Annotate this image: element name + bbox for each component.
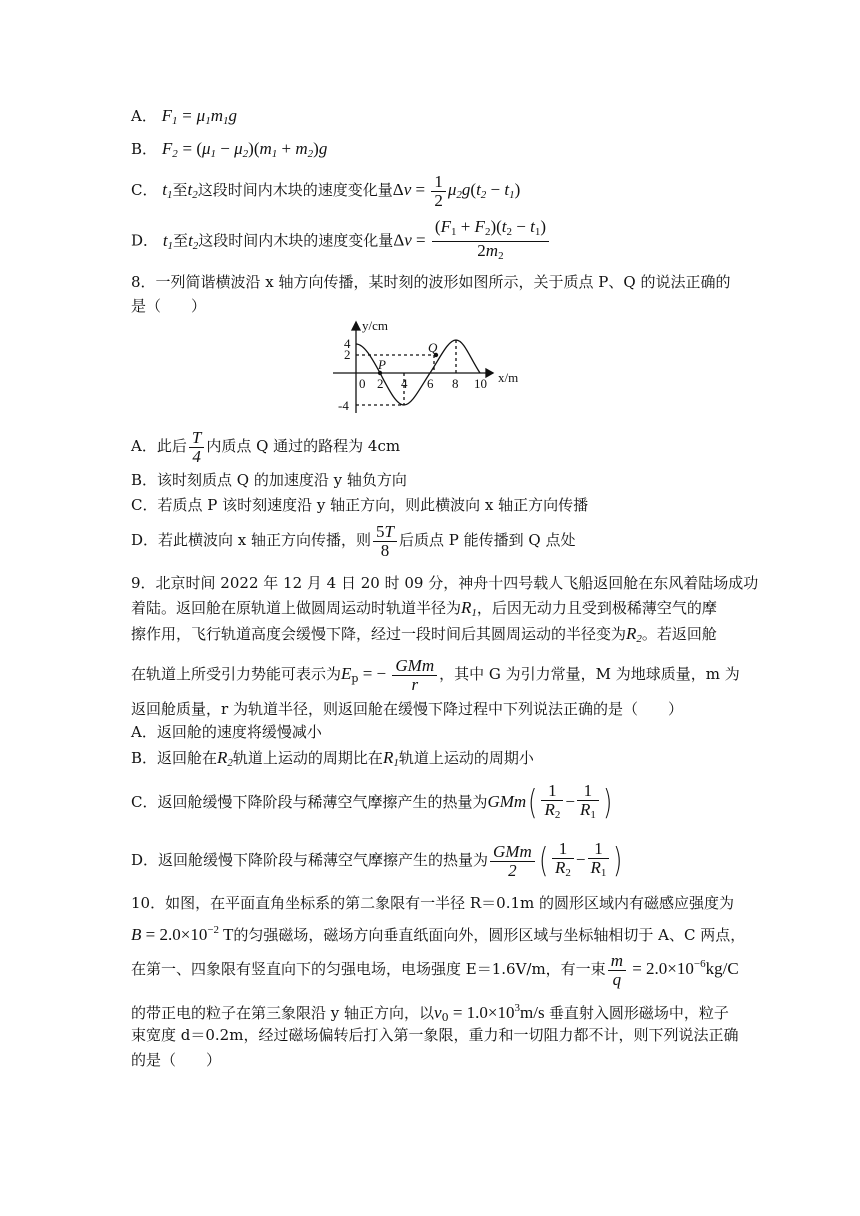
x-axis-label: x/m bbox=[498, 370, 519, 385]
q9-stem-line3: 擦作用，飞行轨道高度会缓慢下降，经过一段时间后其圆周运动的半径变为$R_2$。若返回舱 bbox=[131, 624, 717, 645]
q7-option-c: C． $t_1$至$t_2$这段时间内木块的速度变化量Δv = $\frac{1}{2}$ $\mu_2g(t_2 - t_1)$ bbox=[131, 171, 521, 210]
y-axis-arrow bbox=[352, 322, 360, 330]
q8-stem: 8．一列简谐横波沿 x 轴方向传播，某时刻的波形如图所示，关于质点 P、Q 的说法正确的 bbox=[131, 273, 731, 291]
q8-option-b: B．该时刻质点 Q 的加速度沿 y 轴负方向 bbox=[131, 471, 407, 489]
q10-stem-line5: 束宽度 d＝0.2m，经过磁场偏转后打入第一象限，重力和一切阻力都不计，则下列说法正确 bbox=[131, 1026, 739, 1044]
q9-stem-line4: 在轨道上所受引力势能可表示为$E_p$ = − $\frac{\text{GMm}}{r}$ ，其中 G 为引力常量，M 为地球质量，m 为 bbox=[131, 655, 740, 694]
q7-option-b: B． $F_2 = (\mu_1 - \mu_2)(m_1 + m_2)g$ bbox=[131, 139, 328, 160]
y-tick-neg4: -4 bbox=[338, 398, 349, 413]
q8-option-a: A．此后 $\frac{T}{4}$ 内质点 Q 通过的路程为 4cm bbox=[131, 427, 401, 466]
q7-option-a: A． $F_1 = \mu_1m_1g$ bbox=[131, 106, 237, 127]
x-tick-4: 4 bbox=[401, 376, 408, 391]
y-tick-2: 2 bbox=[344, 347, 351, 362]
wave-figure bbox=[318, 318, 528, 418]
q9-option-d: D．返回舱缓慢下降阶段与稀薄空气摩擦产生的热量为 $\frac{\text{GMm}}{2}$ ( $\frac{1}{R_2}$ − $\frac{1}{R_1}$ ) bbox=[131, 839, 623, 881]
x-tick-8: 8 bbox=[452, 376, 459, 391]
q9-stem-line1: 9．北京时间 2022 年 12 月 4 日 20 时 09 分，神舟十四号载人飞船返回舱在东风着陆场成功 bbox=[131, 574, 759, 592]
q7-option-d: D． $t_1$至$t_2$这段时间内木块的速度变化量Δv = $\frac{(F_1 + F_2)(t_2 - t_1)}{2m_2}$ bbox=[131, 218, 551, 268]
x-tick-10: 10 bbox=[474, 376, 487, 391]
q10-stem-line6: 的是（ ） bbox=[131, 1051, 222, 1069]
x-tick-0: 0 bbox=[359, 376, 366, 391]
point-q-label: Q bbox=[428, 340, 438, 355]
x-axis-arrow bbox=[486, 369, 493, 377]
q9-stem-line2: 着陆。返回舱在原轨道上做圆周运动时轨道半径为$R_1$，后因无动力且受到极稀薄空气的摩 bbox=[131, 598, 717, 619]
point-p-label: P bbox=[378, 357, 386, 372]
q10-stem-line3: 在第一、四象限有竖直向下的匀强电场，电场强度 E＝1.6V/m，有一束 $\frac{m}{q}$ = $2.0\times 10^{-6}kg/C$ bbox=[131, 950, 739, 989]
y-tick-4: 4 bbox=[344, 336, 351, 351]
q9-option-c: C．返回舱缓慢下降阶段与稀薄空气摩擦产生的热量为GMm( $\frac{1}{R_2}$ − $\frac{1}{R_1}$ ) bbox=[131, 781, 613, 823]
q10-stem-line4: 的带正电的粒子在第三象限沿 y 轴正方向，以$v_0 = 1.0\times 10^3m/s$ 垂直射入圆形磁场中，粒子 bbox=[131, 1002, 729, 1024]
q9-stem-line5: 返回舱质量，r 为轨道半径，则返回舱在缓慢下降过程中下列说法正确的是（ ） bbox=[131, 700, 683, 718]
y-axis-label: y/cm bbox=[362, 318, 388, 333]
q8-option-d: D．若此横波向 x 轴正方向传播，则 $\frac{5T}{8}$ 后质点 P 能传播到 Q 点处 bbox=[131, 521, 576, 560]
x-tick-2: 2 bbox=[377, 376, 384, 391]
q9-option-a: A．返回舱的速度将缓慢减小 bbox=[131, 723, 322, 741]
q9-option-b: B．返回舱在$R_2$轨道上运动的周期比在$R_1$轨道上运动的周期小 bbox=[131, 748, 534, 769]
x-tick-6: 6 bbox=[427, 376, 434, 391]
q8-option-c: C．若质点 P 该时刻速度沿 y 轴正方向，则此横波向 x 轴正方向传播 bbox=[131, 496, 589, 514]
q8-stem-cont: 是（ ） bbox=[131, 297, 207, 315]
q10-stem-line2: $B = 2.0\times 10^{-2}$ T的匀强磁场，磁场方向垂直纸面向外，圆形区域与坐标轴相切于 A、C 两点， bbox=[131, 924, 746, 944]
q10-stem-line1: 10．如图，在平面直角坐标系的第二象限有一半径 R＝0.1m 的圆形区域内有磁感应强度为 bbox=[131, 894, 734, 912]
